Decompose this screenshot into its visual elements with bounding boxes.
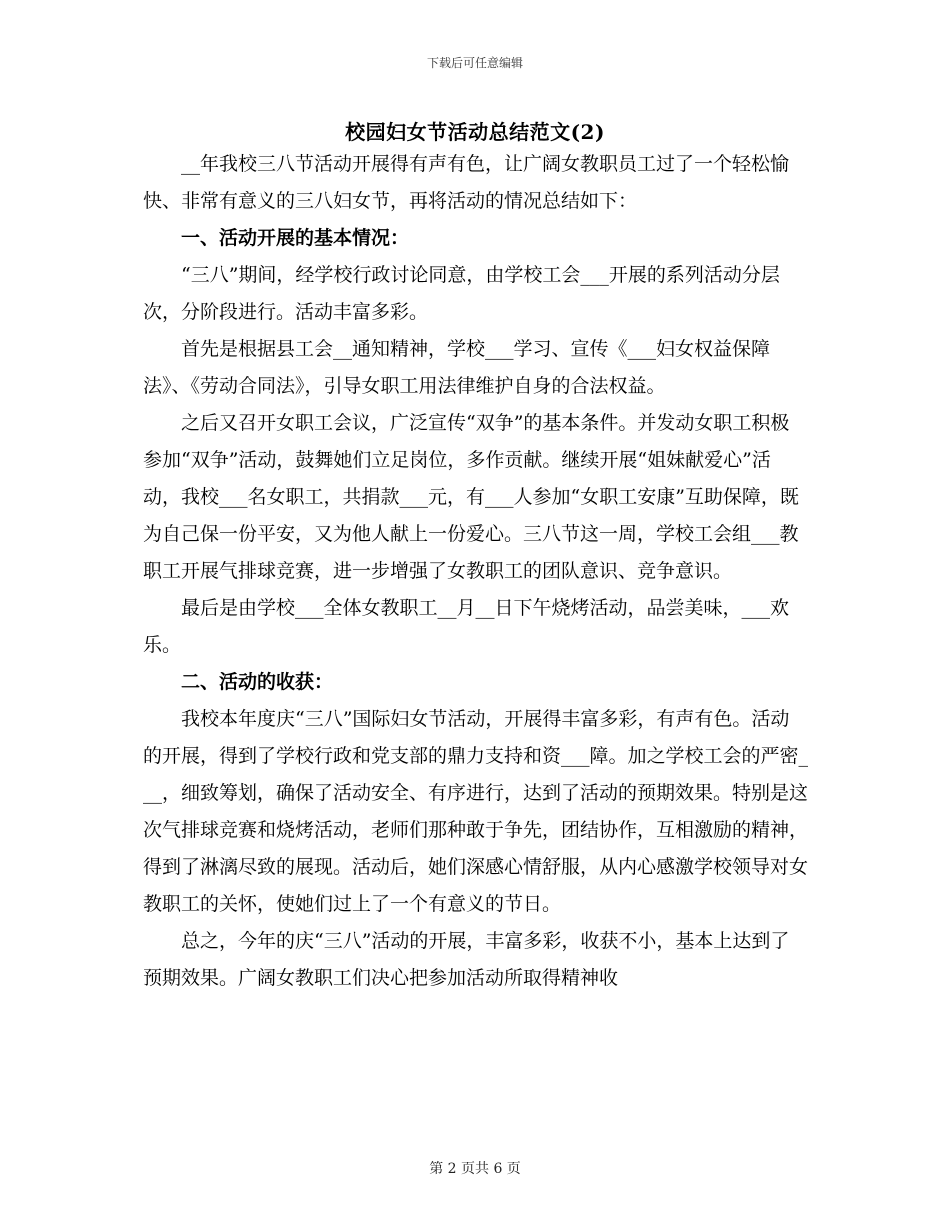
section-heading-2: 二、活动的收获： [181,671,334,693]
document-title: 校园妇女节活动总结范文(2) [345,120,605,144]
paragraph-intro: __年我校三八节活动开展得有声有色，让广阔女教职员工过了一个轻松愉快、非常有意义的三八妇女节，再将活动的情况总结如下： [143,153,790,212]
paragraph-6: 总之，今年的庆“三八”活动的开展，丰富多彩，收获不小，基本上达到了预期效果。广阔女教职工们决心把参加活动所取得精神收 [143,930,790,989]
paragraph-2: 首先是根据县工会__通知精神，学校___学习、宣传《___妇女权益保障法》、《劳动合同法》，引导女职工用法律维护自身的合法权益。 [143,338,771,397]
paragraph-1: “三八”期间，经学校行政讨论同意，由学校工会___开展的系列活动分层次，分阶段进行。活动丰富多彩。 [143,264,780,323]
paragraph-5: 我校本年度庆“三八”国际妇女节活动，开展得丰富多彩，有声有色。活动的开展，得到了学校行政和党支部的鼎力支持和资___障。加之学校工会的严密___，细致筹划，确保了活动安全、有序进行，达到了活动的预期效果。特别是这次气排球竞赛和烧烤活动，老师们那种敢于争先，团结协作，互相激励的精神，得到了淋漓尽致的展现。活动后，她们深感心情舒服，从内心感激学校领导对女教职工的关怀，使她们过上了一个有意义的节日。 [143,708,809,915]
document-body [143,146,808,997]
page-footer: 第 2 页共 6 页 [429,1161,521,1177]
header-note: 下载后可任意编辑 [426,56,523,70]
paragraph-4: 最后是由学校___全体女教职工__月__日下午烧烤活动，品尝美味，___欢乐。 [143,597,790,656]
section-heading-1: 一、活动开展的基本情况： [181,227,410,249]
paragraph-3: 之后又召开女职工会议，广泛宣传“双争”的基本条件。并发动女职工积极参加“双争”活动，鼓舞她们立足岗位，多作贡献。继续开展“姐妹献爱心”活动，我校___名女职工，共捐款___元，有___人参加“女职工安康”互助保障，既为自己保一份平安，又为他人献上一份爱心。三八节这一周，学校工会组___教职工开展气排球竞赛，进一步增强了女教职工的团队意识、竞争意识。 [143,412,799,582]
